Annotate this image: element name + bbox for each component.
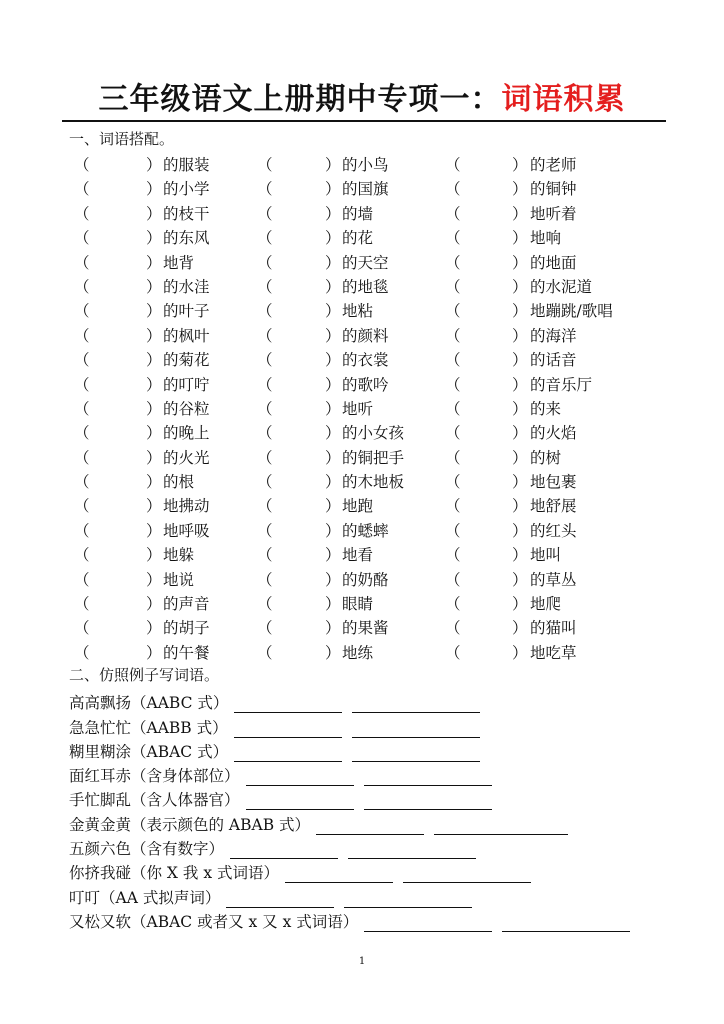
paren-open: （ [257,619,273,638]
matching-word: 地蹦跳/歌唱 [530,302,613,321]
imitation-example: 高高飘扬（AABC 式） [69,694,229,713]
answer-blank[interactable] [226,893,334,908]
matching-word: 地说 [163,570,195,589]
paren-open: （ [74,497,90,516]
paren-open: （ [257,326,273,345]
answer-blank[interactable] [234,747,342,762]
paren-close: ） [146,448,162,467]
paren-close: ） [325,570,341,589]
paren-open: （ [74,619,90,638]
matching-word: 地躲 [163,546,195,565]
paren-close: ） [325,619,341,638]
matching-word: 地舒展 [530,497,577,516]
paren-open: （ [74,521,90,540]
paren-open: （ [445,619,461,638]
paren-close: ） [512,375,528,394]
matching-row [0,592,724,616]
page-number: 1 [358,956,366,967]
paren-close: ） [325,375,341,394]
paren-close: ） [325,521,341,540]
paren-open: （ [445,229,461,248]
answer-blank[interactable] [234,723,342,738]
paren-close: ） [512,302,528,321]
answer-blank[interactable] [246,795,354,810]
word-matching-grid [0,153,724,665]
paren-open: （ [445,180,461,199]
paren-open: （ [445,448,461,467]
imitation-example: 急急忙忙（AABB 式） [69,718,228,737]
paren-open: （ [445,204,461,223]
page-title [0,74,724,118]
paren-open: （ [445,570,461,589]
imitation-example: 五颜六色（含有数字） [69,840,225,859]
paren-close: ） [512,521,528,540]
paren-close: ） [325,351,341,370]
paren-close: ） [146,351,162,370]
matching-word: 地背 [163,253,195,272]
matching-word: 的火光 [163,448,210,467]
matching-word: 的花 [342,229,374,248]
matching-word: 地呼吸 [163,521,210,540]
paren-open: （ [445,643,461,662]
matching-row [0,226,724,250]
answer-blank[interactable] [246,771,354,786]
matching-word: 的颜料 [342,326,389,345]
paren-open: （ [445,375,461,394]
paren-open: （ [74,570,90,589]
title-highlight: 词语积累 [501,82,626,117]
matching-word: 的菊花 [163,351,210,370]
imitation-item [69,689,630,713]
matching-row [0,397,724,421]
answer-blank[interactable] [434,820,568,835]
imitation-item [69,859,630,883]
matching-row [0,251,724,275]
matching-row [0,373,724,397]
paren-close: ） [512,570,528,589]
answer-blank[interactable] [348,844,476,859]
paren-close: ） [512,204,528,223]
paren-close: ） [325,326,341,345]
answer-blank[interactable] [502,917,630,932]
matching-word: 的服装 [163,156,210,174]
paren-open: （ [257,643,273,662]
matching-word: 的天空 [342,253,389,272]
imitation-example: 叮叮（AA 式拟声词） [69,888,221,907]
paren-open: （ [257,180,273,199]
paren-open: （ [74,375,90,394]
matching-word: 的地毯 [342,277,389,296]
paren-close: ） [512,326,528,345]
paren-open: （ [445,277,461,296]
section1-heading: 一、词语搭配。 [69,130,175,148]
paren-open: （ [445,424,461,443]
answer-blank[interactable] [364,771,492,786]
paren-close: ） [325,302,341,321]
paren-close: ） [512,595,528,614]
title-underline [62,120,666,122]
paren-open: （ [445,156,461,174]
answer-blank[interactable] [364,795,492,810]
matching-word: 的小学 [163,180,210,199]
matching-row [0,446,724,470]
paren-open: （ [74,326,90,345]
matching-row [0,177,724,201]
paren-open: （ [74,302,90,321]
matching-word: 的枝干 [163,204,210,223]
imitation-example: 金黄金黄（表示颜色的 ABAB 式） [69,815,311,834]
paren-close: ） [146,326,162,345]
paren-open: （ [445,521,461,540]
imitation-item [69,810,630,834]
matching-row [0,494,724,518]
paren-close: ） [146,180,162,199]
matching-row [0,568,724,592]
paren-open: （ [257,570,273,589]
paren-close: ） [146,204,162,223]
imitation-item [69,835,630,859]
matching-word: 的国旗 [342,180,389,199]
paren-open: （ [445,326,461,345]
answer-blank[interactable] [344,893,472,908]
paren-close: ） [325,643,341,662]
paren-close: ） [512,229,528,248]
paren-close: ） [325,448,341,467]
paren-close: ） [512,156,528,174]
matching-row [0,519,724,543]
paren-close: ） [146,399,162,418]
matching-word: 的墙 [342,204,374,223]
answer-blank[interactable] [316,820,424,835]
matching-word: 的午餐 [163,643,210,662]
matching-word: 的铜钟 [530,180,577,199]
paren-open: （ [445,399,461,418]
matching-word: 的水泥道 [530,277,593,296]
paren-open: （ [74,229,90,248]
paren-open: （ [257,521,273,540]
matching-row [0,641,724,665]
paren-open: （ [257,302,273,321]
paren-close: ） [512,473,528,492]
paren-close: ） [146,570,162,589]
paren-open: （ [74,546,90,565]
paren-close: ） [146,424,162,443]
answer-blank[interactable] [234,698,342,713]
matching-word: 的老师 [530,156,577,174]
paren-close: ） [146,497,162,516]
matching-word: 的叮咛 [163,375,210,394]
paren-close: ） [146,643,162,662]
matching-row [0,543,724,567]
matching-word: 的叶子 [163,302,210,321]
paren-open: （ [445,302,461,321]
paren-open: （ [74,277,90,296]
paren-close: ） [146,277,162,296]
paren-open: （ [257,424,273,443]
paren-close: ） [146,156,162,174]
answer-blank[interactable] [352,698,480,713]
matching-word: 的东风 [163,229,210,248]
paren-close: ） [146,473,162,492]
paren-close: ） [325,497,341,516]
matching-word: 的话音 [530,351,577,370]
matching-word: 的歌吟 [342,375,389,394]
imitation-example: 手忙脚乱（含人体器官） [69,791,240,810]
matching-word: 的蟋蟀 [342,521,389,540]
paren-close: ） [146,253,162,272]
imitation-item [69,738,630,762]
paren-close: ） [325,253,341,272]
matching-word: 的猫叫 [530,619,577,638]
paren-open: （ [74,351,90,370]
answer-blank[interactable] [403,868,531,883]
paren-open: （ [445,497,461,516]
paren-close: ） [325,229,341,248]
paren-open: （ [445,253,461,272]
paren-close: ） [325,399,341,418]
paren-close: ） [325,546,341,565]
matching-word: 地练 [342,643,374,662]
matching-word: 的音乐厅 [530,375,593,394]
paren-open: （ [257,253,273,272]
paren-open: （ [74,204,90,223]
paren-close: ） [146,302,162,321]
matching-word: 地响 [530,229,562,248]
matching-word: 的果酱 [342,619,389,638]
paren-close: ） [512,643,528,662]
matching-row [0,421,724,445]
matching-word: 的谷粒 [163,399,210,418]
paren-close: ） [325,180,341,199]
imitation-example: 又松又软（ABAC 或者又 x 又 x 式词语） [69,912,359,931]
matching-row [0,202,724,226]
matching-word: 的红头 [530,521,577,540]
imitation-item [69,883,630,907]
paren-close: ） [325,595,341,614]
paren-open: （ [257,229,273,248]
paren-close: ） [146,375,162,394]
matching-word: 眼睛 [342,595,374,614]
imitation-example: 面红耳赤（含身体部位） [69,767,240,786]
matching-word: 的枫叶 [163,326,210,345]
paren-open: （ [257,156,273,174]
matching-word: 的小女孩 [342,424,405,443]
matching-word: 地吃草 [530,643,577,662]
matching-row [0,324,724,348]
paren-close: ） [512,351,528,370]
matching-word: 的火焰 [530,424,577,443]
matching-word: 地粘 [342,302,374,321]
paren-open: （ [74,253,90,272]
imitation-item [69,908,630,932]
paren-open: （ [257,204,273,223]
matching-word: 的奶酪 [342,570,389,589]
paren-open: （ [74,595,90,614]
imitation-item [69,762,630,786]
paren-close: ） [512,424,528,443]
matching-word: 地听 [342,399,374,418]
matching-word: 的胡子 [163,619,210,638]
matching-word: 的根 [163,473,195,492]
paren-close: ） [146,521,162,540]
matching-word: 的树 [530,448,562,467]
matching-word: 的铜把手 [342,448,405,467]
answer-blank[interactable] [230,844,338,859]
matching-word: 的地面 [530,253,577,272]
answer-blank[interactable] [352,723,480,738]
paren-close: ） [512,180,528,199]
imitation-example: 你挤我碰（你 X 我 x 式词语） [69,864,279,883]
paren-close: ） [512,497,528,516]
matching-word: 地跑 [342,497,374,516]
matching-word: 的晚上 [163,424,210,443]
matching-word: 的海洋 [530,326,577,345]
paren-open: （ [257,497,273,516]
paren-open: （ [257,351,273,370]
matching-word: 地叫 [530,546,562,565]
matching-row [0,348,724,372]
paren-close: ） [512,253,528,272]
paren-close: ） [146,229,162,248]
matching-row [0,299,724,323]
paren-close: ） [325,473,341,492]
paren-open: （ [74,448,90,467]
paren-close: ） [146,595,162,614]
imitation-example: 糊里糊涂（ABAC 式） [69,742,229,761]
paren-open: （ [445,546,461,565]
paren-close: ） [325,277,341,296]
paren-open: （ [257,546,273,565]
paren-open: （ [74,424,90,443]
matching-word: 的小鸟 [342,156,389,174]
imitation-item [69,786,630,810]
imitation-list [69,689,630,932]
paren-open: （ [445,595,461,614]
paren-close: ） [512,399,528,418]
paren-open: （ [74,180,90,199]
title-main: 三年级语文上册期中专项一： [98,82,502,117]
paren-close: ） [512,546,528,565]
paren-close: ） [512,448,528,467]
matching-word: 地拂动 [163,497,210,516]
answer-blank[interactable] [352,747,480,762]
paren-close: ） [325,204,341,223]
paren-close: ） [146,546,162,565]
matching-word: 的来 [530,399,562,418]
matching-row [0,470,724,494]
paren-open: （ [257,448,273,467]
section2-heading: 二、仿照例子写词语。 [69,666,220,684]
paren-close: ） [325,156,341,174]
paren-open: （ [257,595,273,614]
paren-open: （ [74,156,90,174]
paren-open: （ [257,399,273,418]
matching-word: 地听着 [530,204,577,223]
paren-open: （ [74,643,90,662]
matching-word: 的草丛 [530,570,577,589]
matching-word: 的衣裳 [342,351,389,370]
paren-open: （ [445,473,461,492]
matching-word: 地包裹 [530,473,577,492]
matching-row [0,153,724,177]
paren-close: ） [146,619,162,638]
matching-word: 的木地板 [342,473,405,492]
paren-close: ） [325,424,341,443]
paren-close: ） [512,619,528,638]
answer-blank[interactable] [364,917,492,932]
paren-open: （ [257,473,273,492]
matching-word: 地爬 [530,595,562,614]
matching-word: 的声音 [163,595,210,614]
matching-word: 的水洼 [163,277,210,296]
paren-open: （ [74,473,90,492]
paren-open: （ [257,277,273,296]
matching-word: 地看 [342,546,374,565]
imitation-item [69,713,630,737]
matching-row [0,275,724,299]
answer-blank[interactable] [285,868,393,883]
paren-open: （ [74,399,90,418]
paren-open: （ [257,375,273,394]
paren-close: ） [512,277,528,296]
paren-open: （ [445,351,461,370]
matching-row [0,616,724,640]
